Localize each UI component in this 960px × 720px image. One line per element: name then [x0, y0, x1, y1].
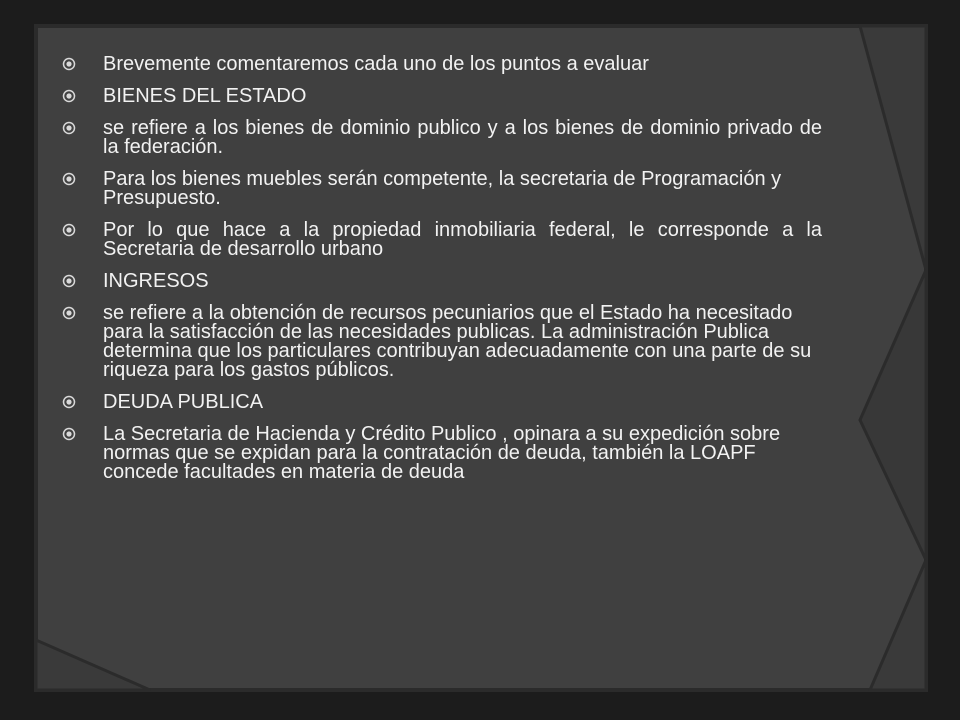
bullet-item	[62, 425, 822, 482]
circled-dot-icon	[62, 57, 76, 71]
bullet-text: La Secretaria de Hacienda y Crédito Publico , opinara a su expedición sobre normas que se expidan para la contratación de deuda, también la LOAPF concede facultades en materia de deuda	[103, 423, 781, 483]
slide-content	[62, 55, 822, 495]
bullet-item	[62, 87, 822, 106]
circled-dot-icon	[62, 427, 76, 441]
bullet-text: Por lo que hace a la propiedad inmobiliaria federal, le corresponde a la Secretaria de desarrollo urbano	[103, 219, 822, 260]
bullet-text: INGRESOS	[103, 270, 209, 292]
bullet-text: se refiere a la obtención de recursos pecuniarios que el Estado ha necesitado para la satisfacción de las necesidades publicas. La administración Publica determina que los particulares contribuyan adecuadamente con una parte de su riqueza para los gastos públicos.	[103, 302, 812, 381]
circled-dot-icon	[62, 274, 76, 288]
bullet-text: Brevemente comentaremos cada uno de los puntos a evaluar	[103, 53, 649, 75]
bullet-item	[62, 170, 822, 208]
circled-dot-icon	[62, 121, 76, 135]
bullet-item	[62, 119, 822, 157]
bullet-text: se refiere a los bienes de dominio publico y a los bienes de dominio privado de la federación.	[103, 117, 822, 158]
circled-dot-icon	[62, 223, 76, 237]
bullet-text: DEUDA PUBLICA	[103, 391, 264, 413]
circled-dot-icon	[62, 306, 76, 320]
bullet-text: BIENES DEL ESTADO	[103, 85, 307, 107]
circled-dot-icon	[62, 172, 76, 186]
circled-dot-icon	[62, 89, 76, 103]
bullet-item	[62, 272, 822, 291]
bullet-text: Para los bienes muebles serán competente, la secretaria de Programación y Presupuesto.	[103, 168, 782, 209]
bullet-item	[62, 55, 822, 74]
bullet-item	[62, 304, 822, 380]
bullet-item	[62, 393, 822, 412]
bullet-item	[62, 221, 822, 259]
circled-dot-icon	[62, 395, 76, 409]
